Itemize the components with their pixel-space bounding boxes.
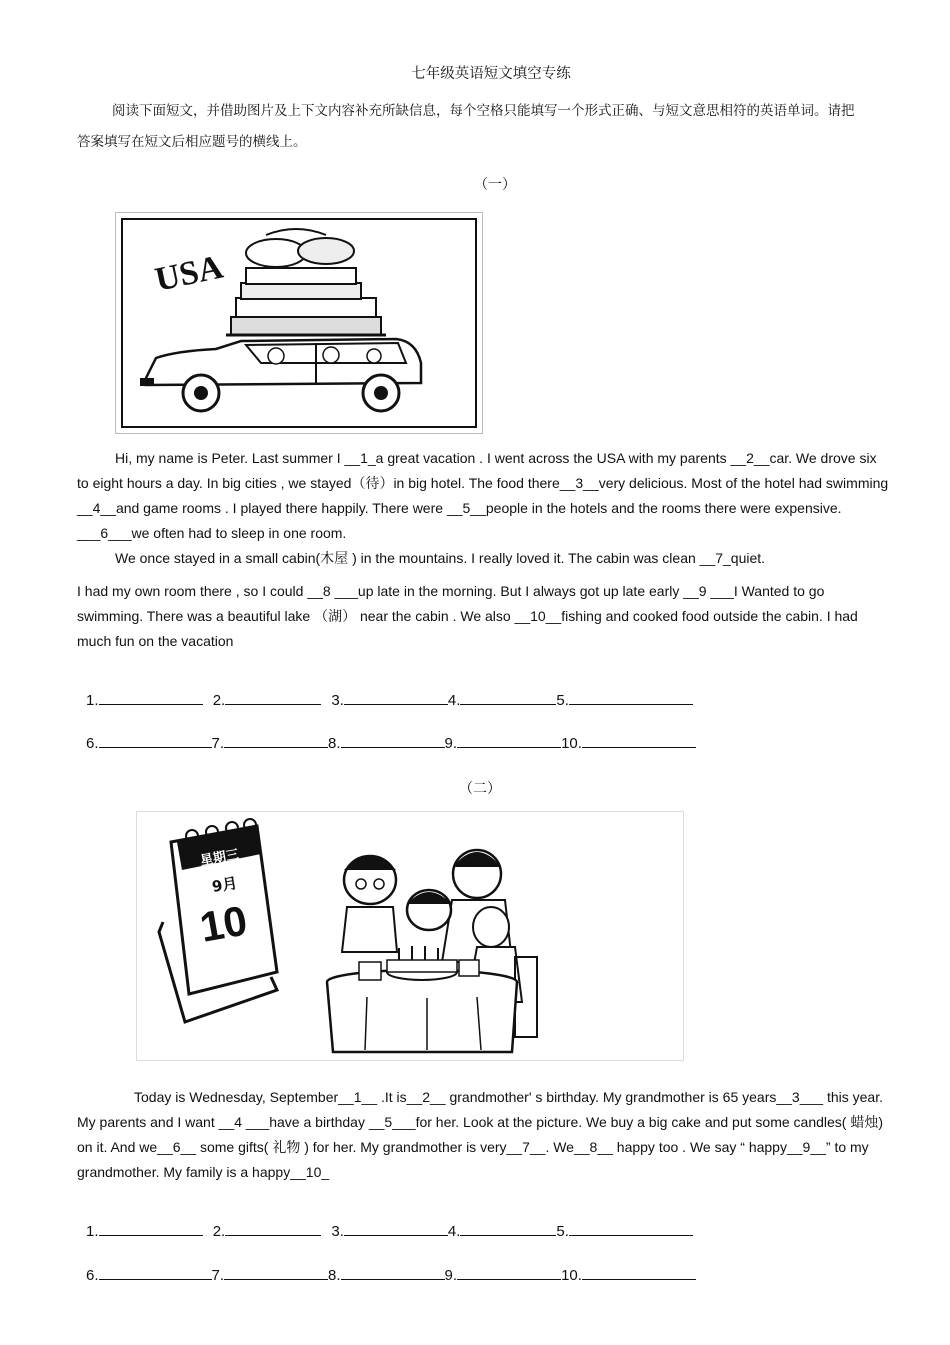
answer-line-1[interactable] bbox=[99, 1221, 203, 1236]
section-1-heading: （一） bbox=[474, 176, 516, 192]
instructions bbox=[77, 95, 867, 157]
answer-line-10[interactable] bbox=[582, 733, 696, 748]
passage-2-paragraph-1: Today is Wednesday, September__1__ .It is__2__ grandmother' s birthday. My grandmother is 65 years__3___ this year. My parents and I want __4 ___have a birthday __5___for her. Look at the picture. We buy a big cake and put some candles( 蜡烛) on it. And we__6__ some gifts( 礼物 ) for her. My grandmother is very__7__. We__8__ happy too . We say “ happy__9__” to my grandmother. My family is a happy__10_ bbox=[77, 1089, 884, 1180]
answer-label: 5. bbox=[556, 1223, 569, 1240]
page-title: 七年级英语短文填空专练 bbox=[411, 66, 571, 82]
passage-1-paragraph-1 bbox=[77, 446, 889, 546]
passage-text: a great vacation . I went across the USA with my parents bbox=[375, 450, 731, 466]
passage-1-paragraph-3: I had my own room there , so I could __8 ___up late in the morning. But I always got up late early __9 ___I Wanted to go swimming. There was a beautiful lake （湖） near the cabin . We also __10__fishing and cooked food outside the cabin. I had much fun on the vacation bbox=[77, 583, 858, 649]
usa-label: USA bbox=[151, 248, 227, 299]
passage-2 bbox=[77, 1085, 887, 1185]
car-trip-illustration bbox=[115, 212, 483, 434]
answer-label: 8. bbox=[328, 1267, 341, 1284]
answer-line-6[interactable] bbox=[99, 733, 212, 748]
answer-line-8[interactable] bbox=[341, 733, 445, 748]
car-trip-drawing bbox=[116, 213, 482, 433]
answer-line-2[interactable] bbox=[225, 690, 321, 705]
birthday-illustration bbox=[136, 811, 684, 1061]
answer-lines-2a bbox=[86, 1221, 693, 1240]
passage-text: Hi, my name is Peter. Last summer I bbox=[115, 450, 345, 466]
blank-2: __2__ bbox=[730, 450, 770, 466]
passage-text: people in the hotels and the rooms there were expensive. bbox=[485, 500, 842, 516]
answer-label: 9. bbox=[444, 735, 458, 752]
answer-lines-1b bbox=[86, 733, 696, 752]
passage-text: we often had to sleep in one room. bbox=[131, 525, 347, 541]
blank-5: __5__ bbox=[446, 500, 486, 516]
answer-line-9[interactable] bbox=[457, 1265, 561, 1280]
answer-label: 7. bbox=[211, 735, 225, 752]
section-2-heading: （二） bbox=[459, 780, 501, 796]
answer-line-7[interactable] bbox=[224, 1265, 328, 1280]
answer-label: 5. bbox=[556, 692, 569, 709]
answer-label: 1. bbox=[86, 692, 99, 709]
answer-label: 8. bbox=[328, 735, 341, 752]
answer-line-3[interactable] bbox=[344, 690, 448, 705]
answer-line-9[interactable] bbox=[457, 733, 561, 748]
answer-label: 6. bbox=[86, 735, 99, 752]
answer-line-8[interactable] bbox=[341, 1265, 445, 1280]
answer-label: 2. bbox=[212, 1223, 226, 1240]
calendar-month: 9月 bbox=[210, 873, 239, 896]
answer-line-7[interactable] bbox=[224, 733, 328, 748]
birthday-drawing bbox=[137, 812, 683, 1060]
answer-label: 10. bbox=[561, 1267, 582, 1284]
passage-1-paragraph-2: We once stayed in a small cabin(木屋 ) in the mountains. I really loved it. The cabin was clean __7_quiet. bbox=[115, 550, 766, 566]
passage-1 bbox=[77, 446, 889, 654]
blank-6: ___6___ bbox=[77, 525, 132, 541]
answer-line-3[interactable] bbox=[344, 1221, 448, 1236]
answer-line-10[interactable] bbox=[582, 1265, 696, 1280]
answer-line-6[interactable] bbox=[99, 1265, 212, 1280]
passage-text: car. We drove six to eight hours a day. In big cities , we stayed（待）in big hotel. The food there bbox=[77, 450, 877, 491]
passage-text: very delicious. Most of the hotel had swimming bbox=[598, 475, 889, 491]
blank-4: __4__ bbox=[77, 500, 116, 516]
calendar-weekday: 星期三 bbox=[199, 847, 241, 869]
answer-lines-2b bbox=[86, 1265, 696, 1284]
passage-text: and game rooms . I played there happily. There were bbox=[115, 500, 447, 516]
instructions-text: 阅读下面短文，并借助图片及上下文内容补充所缺信息，每个空格只能填写一个形式正确、与短文意思相符的英语单词。请把答案填写在短文后相应题号的横线上。 bbox=[77, 103, 855, 149]
answer-line-5[interactable] bbox=[569, 690, 693, 705]
answer-label: 6. bbox=[86, 1267, 99, 1284]
answer-label: 2. bbox=[212, 692, 226, 709]
answer-line-2[interactable] bbox=[225, 1221, 321, 1236]
answer-label: 4. bbox=[447, 692, 461, 709]
answer-label: 3. bbox=[331, 1223, 344, 1240]
calendar-day: 10 bbox=[196, 896, 251, 951]
answer-line-4[interactable] bbox=[460, 690, 556, 705]
answer-label: 4. bbox=[447, 1223, 461, 1240]
answer-line-4[interactable] bbox=[460, 1221, 556, 1236]
blank-1: __1_ bbox=[344, 450, 376, 466]
answer-line-5[interactable] bbox=[569, 1221, 693, 1236]
answer-label: 10. bbox=[561, 735, 582, 752]
blank-3: __3__ bbox=[559, 475, 599, 491]
answer-label: 9. bbox=[444, 1267, 458, 1284]
answer-label: 7. bbox=[211, 1267, 225, 1284]
answer-lines-1a bbox=[86, 690, 693, 709]
calendar-icon bbox=[159, 819, 277, 1022]
answer-label: 1. bbox=[86, 1223, 99, 1240]
answer-line-1[interactable] bbox=[99, 690, 203, 705]
answer-label: 3. bbox=[331, 692, 344, 709]
